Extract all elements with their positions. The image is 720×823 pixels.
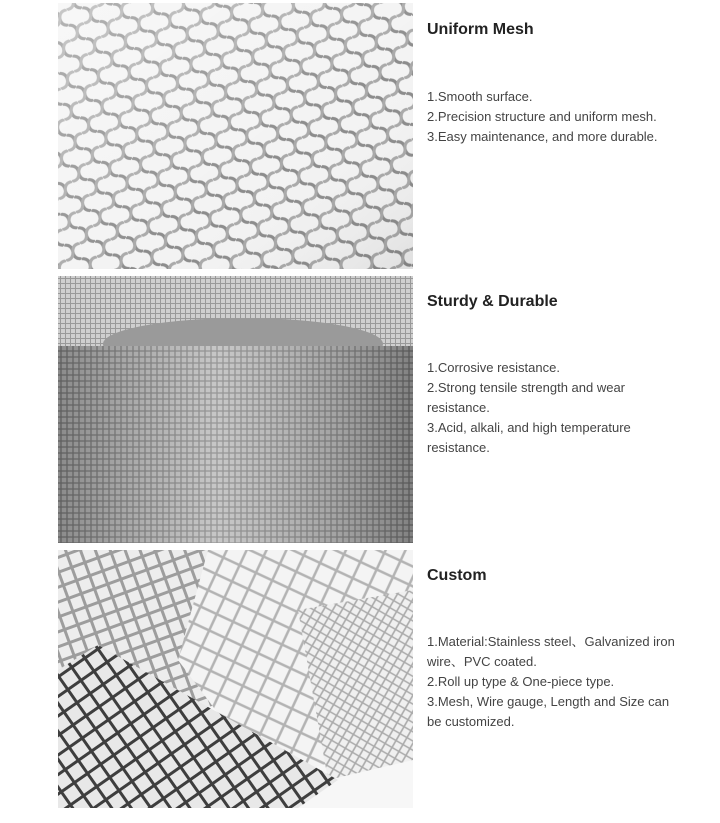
feature-title: Sturdy & Durable: [427, 293, 558, 310]
feature-title: Custom: [427, 567, 487, 584]
feature-point: 2.Precision structure and uniform mesh.: [427, 109, 657, 124]
feature-section-custom: [0, 550, 720, 820]
feature-point: 3.Mesh, Wire gauge, Length and Size can be customized.: [427, 694, 670, 729]
feature-section-sturdy-durable: [0, 276, 720, 544]
mesh-roll-image: [58, 276, 413, 543]
feature-point: 1.Smooth surface.: [427, 89, 533, 104]
feature-text-custom: [427, 566, 677, 732]
feature-points: [427, 632, 677, 732]
woven-mesh-closeup-image: [58, 3, 413, 269]
mesh-samples-image: [58, 550, 413, 808]
feature-points: [427, 358, 677, 458]
feature-point: 2.Strong tensile strength and wear resistance.: [427, 380, 626, 415]
feature-point: 3.Easy maintenance, and more durable.: [427, 129, 658, 144]
feature-points: [427, 87, 677, 147]
feature-point: 3.Acid, alkali, and high temperature resistance.: [427, 420, 631, 455]
feature-point: 1.Corrosive resistance.: [427, 360, 560, 375]
feature-text-sturdy-durable: [427, 292, 677, 458]
feature-title: Uniform Mesh: [427, 21, 534, 38]
feature-point: 2.Roll up type & One-piece type.: [427, 674, 615, 689]
feature-point: 1.Material:Stainless steel、Galvanized iron wire、PVC coated.: [427, 634, 675, 669]
feature-section-uniform-mesh: [0, 0, 720, 270]
feature-text-uniform-mesh: [427, 20, 677, 147]
